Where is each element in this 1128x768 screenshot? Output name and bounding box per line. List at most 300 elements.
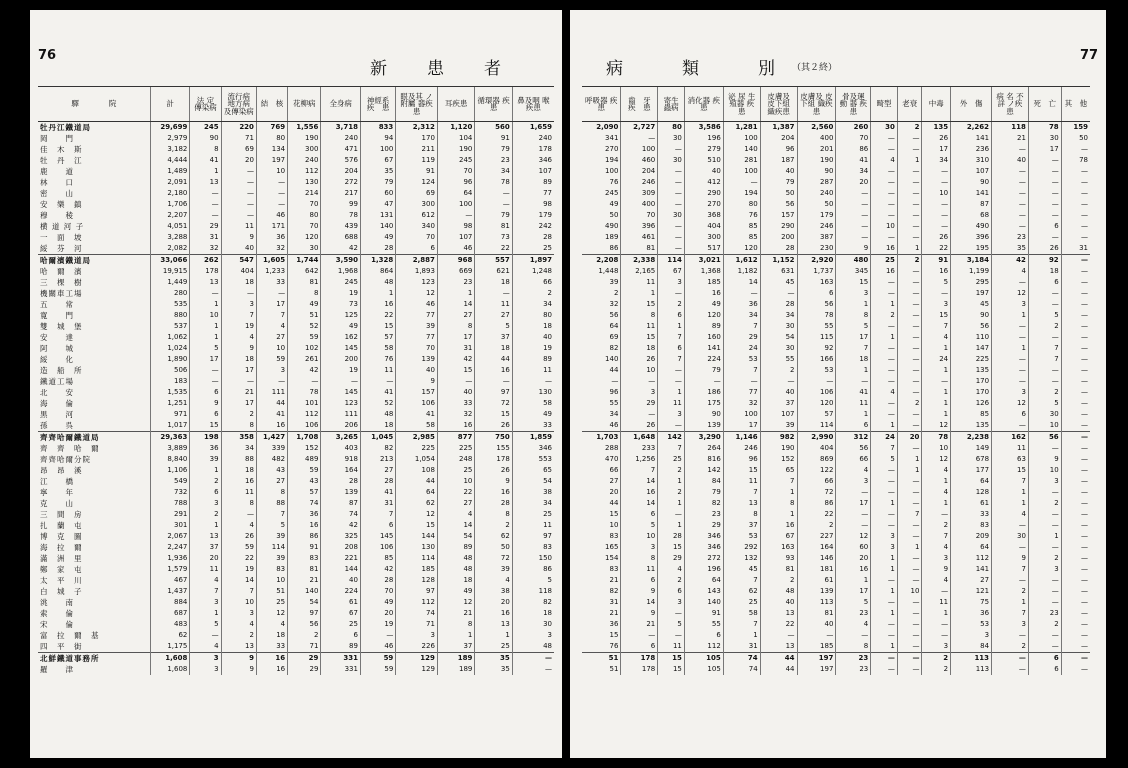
- table-cell: —: [871, 277, 898, 288]
- table-cell: 72: [797, 487, 836, 498]
- table-row: [38, 354, 554, 365]
- table-cell: 129: [396, 653, 438, 665]
- row-label: 岡 門: [40, 133, 74, 143]
- table-cell: —: [922, 376, 951, 387]
- table-cell: 66: [609, 466, 619, 474]
- table-cell: 17: [836, 586, 871, 597]
- table-cell: 79: [760, 177, 797, 188]
- table-cell: —: [1028, 365, 1061, 376]
- table-row: [38, 166, 554, 177]
- table-cell: 245: [190, 122, 221, 134]
- table-cell: 51: [609, 665, 619, 673]
- table-cell: 6: [190, 487, 221, 498]
- table-cell: 86: [609, 244, 619, 252]
- table-row: [582, 232, 1090, 243]
- table-cell: 18: [1028, 266, 1061, 277]
- table-cell: —: [871, 354, 898, 365]
- table-cell: 139: [684, 420, 723, 432]
- table-cell: 23: [992, 232, 1029, 243]
- table-cell: —: [1061, 664, 1090, 675]
- table-cell: 36: [723, 299, 760, 310]
- table-cell: 130: [512, 387, 554, 398]
- table-cell: 1: [897, 465, 922, 476]
- row-label: 雙 城 堡: [40, 321, 83, 331]
- table-cell: 76: [609, 178, 619, 186]
- table-cell: 8: [288, 288, 321, 299]
- table-cell: 79: [684, 487, 723, 498]
- table-cell: 10: [897, 586, 922, 597]
- table-cell: 86: [836, 144, 871, 155]
- table-cell: 3: [922, 553, 951, 564]
- table-cell: 139: [396, 354, 438, 365]
- table-cell: 36: [951, 608, 992, 619]
- table-cell: 129: [396, 664, 438, 675]
- table-cell: 130: [288, 177, 321, 188]
- table-cell: 152: [288, 443, 321, 454]
- table-cell: 224: [684, 354, 723, 365]
- table-cell: 55: [760, 354, 797, 365]
- table-row: [582, 542, 1090, 553]
- table-cell: 576: [321, 155, 361, 166]
- column-header: 鼻及咽 喉疾患: [512, 87, 554, 122]
- table-cell: —: [836, 232, 871, 243]
- table-cell: 15: [437, 365, 474, 376]
- table-cell: 67: [760, 531, 797, 542]
- table-cell: —: [897, 299, 922, 310]
- table-cell: —: [1061, 420, 1090, 432]
- table-cell: 88: [221, 454, 256, 465]
- table-cell: 4: [836, 619, 871, 630]
- table-cell: 162: [321, 332, 361, 343]
- table-cell: 51: [288, 310, 321, 321]
- table-cell: 72: [475, 553, 512, 564]
- table-cell: 7: [723, 575, 760, 586]
- table-cell: 4,444: [150, 155, 190, 166]
- table-cell: 292: [723, 542, 760, 553]
- table-row: [38, 376, 554, 387]
- table-cell: —: [897, 531, 922, 542]
- column-header: 神經系 疾 患: [360, 87, 395, 122]
- table-cell: 2,208: [582, 255, 621, 267]
- right-page: [570, 10, 1106, 758]
- table-cell: 80: [512, 310, 554, 321]
- table-cell: 25: [475, 641, 512, 653]
- table-cell: 44: [609, 366, 619, 374]
- table-cell: 126: [951, 398, 992, 409]
- table-cell: 2: [221, 409, 256, 420]
- table-cell: 7: [992, 608, 1029, 619]
- table-cell: 225: [437, 443, 474, 454]
- table-cell: —: [512, 664, 554, 675]
- column-header: 全身病: [321, 87, 361, 122]
- table-cell: 98: [512, 199, 554, 210]
- table-cell: 7: [256, 310, 287, 321]
- table-cell: 37: [723, 520, 760, 531]
- table-cell: 170: [951, 387, 992, 398]
- table-cell: —: [836, 520, 871, 531]
- table-cell: 190: [760, 443, 797, 454]
- table-cell: 1,936: [150, 553, 190, 564]
- table-cell: 100: [621, 144, 658, 155]
- table-cell: —: [684, 376, 723, 387]
- table-cell: 9: [396, 376, 438, 387]
- table-cell: —: [1061, 564, 1090, 575]
- table-cell: —: [1028, 487, 1061, 498]
- table-cell: —: [1061, 553, 1090, 564]
- table-cell: 19: [221, 564, 256, 575]
- row-label: 羅 津: [40, 664, 74, 674]
- table-cell: 62: [150, 630, 190, 641]
- table-cell: 214: [288, 188, 321, 199]
- table-cell: —: [897, 520, 922, 531]
- table-row: [582, 597, 1090, 608]
- table-cell: 1: [922, 343, 951, 354]
- table-cell: 86: [288, 531, 321, 542]
- table-cell: 18: [360, 420, 395, 432]
- table-cell: 3: [992, 299, 1029, 310]
- table-cell: 7: [922, 321, 951, 332]
- table-cell: 7: [360, 509, 395, 520]
- table-cell: —: [760, 288, 797, 299]
- table-row: [582, 443, 1090, 454]
- table-cell: —: [871, 144, 898, 155]
- table-cell: 11: [922, 597, 951, 608]
- table-cell: 71: [288, 641, 321, 653]
- table-cell: 300: [288, 144, 321, 155]
- table-cell: 1: [190, 608, 221, 619]
- table-cell: 20: [609, 488, 619, 496]
- table-cell: 18: [221, 354, 256, 365]
- table-cell: —: [922, 630, 951, 641]
- table-cell: 62: [475, 531, 512, 542]
- table-cell: 4: [256, 619, 287, 630]
- table-cell: 49: [360, 597, 395, 608]
- table-row: [38, 221, 554, 232]
- table-cell: 483: [150, 619, 190, 630]
- row-label: 海 拉 爾: [40, 542, 83, 552]
- table-cell: 69: [609, 333, 619, 341]
- table-row: [582, 398, 1090, 409]
- table-cell: 78: [797, 310, 836, 321]
- table-cell: 2,067: [150, 531, 190, 542]
- table-cell: 33: [256, 641, 287, 653]
- table-cell: 29: [684, 520, 723, 531]
- table-cell: 4: [658, 564, 685, 575]
- table-cell: 70: [836, 133, 871, 144]
- table-cell: 61: [321, 597, 361, 608]
- column-header: 眼及其 ノ附屬 器疾患: [396, 87, 438, 122]
- table-cell: 13: [221, 641, 256, 653]
- table-cell: 470: [605, 455, 619, 463]
- table-cell: —: [897, 310, 922, 321]
- table-cell: 106: [396, 398, 438, 409]
- table-cell: 1: [360, 288, 395, 299]
- table-cell: —: [897, 575, 922, 586]
- table-row: [582, 454, 1090, 465]
- table-cell: 246: [621, 177, 658, 188]
- table-cell: 2,090: [596, 123, 619, 131]
- table-cell: —: [871, 321, 898, 332]
- table-cell: 9: [475, 476, 512, 487]
- table-cell: 36: [190, 443, 221, 454]
- table-cell: 248: [437, 454, 474, 465]
- table-cell: —: [621, 630, 658, 641]
- table-cell: 242: [512, 221, 554, 232]
- table-cell: 49: [288, 299, 321, 310]
- table-cell: 70: [396, 343, 438, 354]
- table-cell: 114: [396, 553, 438, 564]
- table-cell: 11: [723, 476, 760, 487]
- table-cell: 4: [221, 619, 256, 630]
- table-cell: 19,915: [150, 266, 190, 277]
- table-cell: 39: [475, 564, 512, 575]
- table-cell: 262: [190, 255, 221, 267]
- table-cell: 240: [321, 133, 361, 144]
- table-cell: 97: [396, 586, 438, 597]
- table-cell: 185: [684, 277, 723, 288]
- table-cell: 1: [723, 630, 760, 641]
- table-cell: —: [658, 199, 685, 210]
- table-cell: 65: [760, 465, 797, 476]
- table-cell: 612: [396, 210, 438, 221]
- table-cell: 70: [396, 232, 438, 243]
- table-cell: —: [871, 210, 898, 221]
- table-cell: 56: [288, 619, 321, 630]
- table-cell: 26: [621, 420, 658, 432]
- table-cell: 3: [221, 608, 256, 619]
- table-cell: 1: [658, 498, 685, 509]
- table-cell: 112: [684, 641, 723, 653]
- table-cell: —: [1061, 597, 1090, 608]
- table-cell: 78: [475, 177, 512, 188]
- table-cell: 139: [797, 586, 836, 597]
- table-row: [582, 575, 1090, 586]
- table-cell: 32: [723, 398, 760, 409]
- table-row: [38, 122, 554, 134]
- table-row: [38, 310, 554, 321]
- table-cell: 4: [992, 509, 1029, 520]
- table-cell: 139: [321, 487, 361, 498]
- table-cell: 13: [723, 498, 760, 509]
- row-label: 三 棵 樹: [40, 277, 83, 287]
- table-row: [582, 332, 1090, 343]
- table-row: [582, 653, 1090, 665]
- table-cell: —: [992, 365, 1029, 376]
- table-cell: —: [897, 597, 922, 608]
- table-cell: 28: [475, 498, 512, 509]
- table-cell: 2,727: [621, 122, 658, 134]
- table-cell: —: [992, 144, 1029, 155]
- table-cell: 16: [621, 487, 658, 498]
- table-cell: 89: [321, 641, 361, 653]
- table-cell: —: [256, 288, 287, 299]
- table-cell: 264: [684, 443, 723, 454]
- table-cell: —: [871, 133, 898, 144]
- table-cell: 120: [723, 243, 760, 255]
- table-cell: —: [658, 144, 685, 155]
- table-cell: 270: [684, 199, 723, 210]
- table-cell: 6: [396, 243, 438, 255]
- table-cell: 4: [922, 332, 951, 343]
- table-row: [582, 476, 1090, 487]
- table-cell: 4: [190, 575, 221, 586]
- table-cell: 272: [684, 553, 723, 564]
- table-cell: 288: [605, 444, 619, 452]
- table-cell: —: [836, 199, 871, 210]
- row-label: 牡 丹 江: [40, 155, 83, 165]
- table-cell: —: [621, 133, 658, 144]
- table-row: [582, 630, 1090, 641]
- table-cell: 1,175: [150, 641, 190, 653]
- table-cell: 4: [190, 641, 221, 653]
- table-cell: 404: [797, 443, 836, 454]
- table-cell: 64: [684, 575, 723, 586]
- table-cell: —: [897, 133, 922, 144]
- column-header: 中毒: [922, 87, 951, 122]
- table-cell: 368: [684, 210, 723, 221]
- table-cell: 85: [723, 221, 760, 232]
- table-cell: 57: [797, 409, 836, 420]
- table-cell: 884: [150, 597, 190, 608]
- table-cell: —: [871, 409, 898, 420]
- table-cell: 12: [922, 454, 951, 465]
- table-cell: 12: [922, 420, 951, 432]
- table-cell: 63: [992, 454, 1029, 465]
- table-cell: 19: [512, 343, 554, 354]
- table-cell: —: [1061, 476, 1090, 487]
- table-cell: —: [1061, 310, 1090, 321]
- table-cell: 79: [475, 210, 512, 221]
- table-cell: —: [897, 199, 922, 210]
- table-cell: 70: [288, 199, 321, 210]
- table-cell: 59: [288, 332, 321, 343]
- table-cell: 3: [836, 476, 871, 487]
- table-cell: 6: [360, 520, 395, 531]
- table-cell: 21: [288, 575, 321, 586]
- table-cell: —: [1061, 509, 1090, 520]
- table-cell: 28: [512, 232, 554, 243]
- table-cell: 245: [321, 277, 361, 288]
- table-cell: 7: [658, 443, 685, 454]
- table-row: [582, 321, 1090, 332]
- table-row: [582, 376, 1090, 387]
- table-cell: —: [897, 608, 922, 619]
- table-row: [582, 155, 1090, 166]
- table-cell: 41: [256, 409, 287, 420]
- table-row: [38, 409, 554, 420]
- table-cell: 28: [760, 299, 797, 310]
- table-cell: 38: [512, 487, 554, 498]
- table-cell: 12: [396, 509, 438, 520]
- table-cell: 140: [288, 586, 321, 597]
- table-cell: 3,021: [684, 255, 723, 267]
- table-cell: 16: [684, 288, 723, 299]
- table-cell: 113: [951, 664, 992, 675]
- table-cell: 1: [871, 498, 898, 509]
- table-cell: 17: [836, 498, 871, 509]
- table-cell: 29,363: [150, 432, 190, 444]
- table-cell: 200: [321, 354, 361, 365]
- table-cell: 145: [321, 343, 361, 354]
- table-cell: 22: [760, 619, 797, 630]
- table-cell: 108: [396, 465, 438, 476]
- table-cell: 8: [836, 641, 871, 653]
- table-cell: 70: [437, 166, 474, 177]
- table-cell: 3,718: [321, 122, 361, 134]
- table-cell: 5: [190, 343, 221, 354]
- table-cell: 118: [992, 122, 1029, 134]
- page-subtitle: （其２終）: [792, 63, 838, 73]
- column-header: 皮膚及 皮下組 織疾患: [797, 87, 836, 122]
- table-cell: 245: [605, 189, 619, 197]
- table-row: [38, 387, 554, 398]
- row-label: 哈爾濱鐵道局: [38, 255, 150, 267]
- table-cell: 1: [897, 155, 922, 166]
- column-header: 泌 尿 生殖器 疾 患: [723, 87, 760, 122]
- table-cell: 163: [797, 277, 836, 288]
- table-cell: 145: [360, 531, 395, 542]
- table-row: [38, 487, 554, 498]
- table-cell: 2,560: [797, 122, 836, 134]
- row-label: 鐵道工場: [40, 376, 74, 386]
- table-cell: 79: [360, 177, 395, 188]
- table-cell: 73: [475, 232, 512, 243]
- table-cell: 44: [760, 664, 797, 675]
- table-cell: 2: [190, 509, 221, 520]
- table-cell: 1: [871, 641, 898, 653]
- table-cell: 1,146: [723, 432, 760, 444]
- table-cell: 31: [190, 232, 221, 243]
- table-cell: 198: [190, 432, 221, 444]
- table-cell: 287: [797, 177, 836, 188]
- table-cell: 178: [621, 653, 658, 665]
- table-cell: 7: [897, 509, 922, 520]
- table-cell: 6: [1028, 653, 1061, 665]
- table-cell: 59: [256, 354, 287, 365]
- table-cell: 5: [475, 321, 512, 332]
- statistics-table-left: [38, 86, 554, 675]
- table-cell: 50: [797, 199, 836, 210]
- table-cell: —: [797, 630, 836, 641]
- table-cell: 2,082: [150, 243, 190, 255]
- table-cell: —: [871, 597, 898, 608]
- table-cell: —: [897, 365, 922, 376]
- table-cell: —: [658, 608, 685, 619]
- table-cell: 159: [1061, 122, 1090, 134]
- table-cell: 85: [723, 232, 760, 243]
- table-cell: —: [360, 376, 395, 387]
- table-cell: 147: [951, 343, 992, 354]
- table-row: [38, 232, 554, 243]
- table-cell: 918: [321, 454, 361, 465]
- table-cell: 114: [256, 542, 287, 553]
- row-label: 孫 呉: [40, 420, 74, 430]
- table-cell: 211: [396, 144, 438, 155]
- table-cell: —: [871, 653, 898, 665]
- table-cell: 1: [437, 630, 474, 641]
- table-cell: 53: [951, 619, 992, 630]
- row-label: 齊齊哈爾分院: [40, 454, 91, 464]
- table-cell: 14: [437, 299, 474, 310]
- table-cell: 16: [475, 487, 512, 498]
- table-cell: 25: [512, 243, 554, 255]
- table-cell: 96: [760, 144, 797, 155]
- table-cell: 5: [190, 619, 221, 630]
- table-cell: 30: [760, 343, 797, 354]
- table-cell: 58: [512, 398, 554, 409]
- table-cell: 669: [437, 266, 474, 277]
- table-cell: 39: [396, 321, 438, 332]
